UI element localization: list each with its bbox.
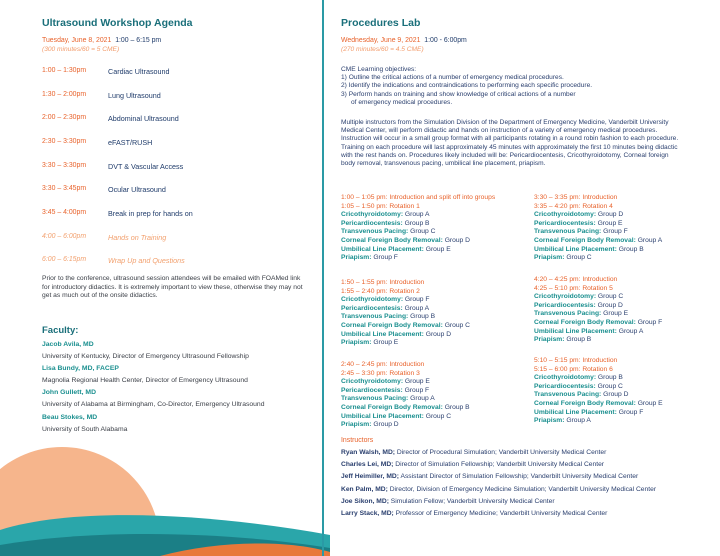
procedure-name: Priapism bbox=[341, 339, 370, 347]
procedure-name: Umbilical Line Placement bbox=[341, 330, 422, 338]
rotation-assignment: Cricothyroidotomy: Group F bbox=[341, 296, 430, 304]
procedure-name: Cricothyroidotomy bbox=[534, 211, 594, 219]
group-name: Group A bbox=[404, 211, 430, 219]
rotation-block bbox=[534, 194, 719, 263]
instructor-role: Director of Procedural Simulation; Vanderbilt University Medical Center bbox=[396, 449, 607, 456]
rotation-assignment: Corneal Foreign Body Removal: Group A bbox=[534, 236, 663, 244]
rotation-assignment: Pericardiocentesis: Group E bbox=[534, 219, 623, 227]
rotation-heading: 2:45 – 3:30 pm: Rotation 3 bbox=[341, 369, 420, 377]
instructor-role: Director of Simulation Fellowship; Vanderbilt University Medical Center bbox=[395, 461, 605, 469]
instructors-title: Instructors bbox=[341, 437, 374, 444]
instructor-row bbox=[341, 496, 716, 508]
instructor-row bbox=[341, 508, 716, 520]
rotation-assignment: Priapism: Group F bbox=[341, 254, 398, 262]
rotation-block bbox=[341, 279, 526, 348]
rotation-assignment: Cricothyroidotomy: Group A bbox=[341, 211, 430, 219]
rotation-assignment: Pericardiocentesis: Group A bbox=[341, 304, 430, 312]
schedule-time: 1:30 – 2:00pm bbox=[42, 91, 87, 98]
procedure-name: Corneal Foreign Body Removal bbox=[534, 318, 634, 326]
rotation-assignment: Transvenous Pacing: Group E bbox=[534, 310, 629, 318]
objective-3: 3) Perform hands on training and show knowledge of critical actions of a number bbox=[341, 90, 576, 98]
rotation-assignment: Transvenous Pacing: Group B bbox=[341, 313, 436, 321]
rotation-assignment: Cricothyroidotomy: Group D bbox=[534, 211, 624, 219]
procedure-name: Priapism bbox=[341, 254, 370, 262]
procedure-name: Pericardiocentesis bbox=[534, 219, 594, 227]
lab-date: Wednesday, June 9, 2021 1:00 - 6:00pm bbox=[341, 37, 467, 44]
schedule-time: 4:00 – 6:00pm bbox=[42, 233, 87, 240]
instructor-name: Jeff Heimiller, MD; bbox=[341, 473, 399, 481]
faculty-list bbox=[42, 339, 312, 436]
group-name: Group D bbox=[597, 301, 623, 309]
rotation-assignment: Transvenous Pacing: Group C bbox=[341, 228, 436, 236]
faculty-title: Faculty: bbox=[42, 325, 79, 336]
group-name: Group C bbox=[425, 412, 452, 420]
rotation-assignment: Transvenous Pacing: Group F bbox=[534, 228, 628, 236]
rotation-assignment: Priapism: Group A bbox=[534, 417, 591, 425]
rotation-block bbox=[341, 194, 526, 263]
rotation-assignment: Pericardiocentesis: Group F bbox=[341, 386, 430, 394]
schedule-title: Cardiac Ultrasound bbox=[108, 67, 170, 76]
procedure-name: Cricothyroidotomy bbox=[534, 293, 594, 301]
rotation-assignment: Cricothyroidotomy: Group E bbox=[341, 378, 430, 386]
rotation-assignment: Pericardiocentesis: Group C bbox=[534, 382, 623, 390]
procedure-name: Pericardiocentesis bbox=[534, 301, 594, 309]
rotation-block bbox=[341, 361, 526, 430]
group-name: Group A bbox=[410, 395, 435, 403]
group-name: Group B bbox=[404, 219, 430, 227]
group-name: Group E bbox=[597, 219, 623, 227]
procedure-name: Corneal Foreign Body Removal bbox=[341, 236, 441, 244]
group-name: Group A bbox=[566, 417, 591, 425]
group-name: Group C bbox=[444, 321, 470, 329]
rotation-intro: 3:30 – 3:35 pm: Introduction bbox=[534, 194, 618, 201]
instructor-row bbox=[341, 471, 716, 483]
group-name: Group D bbox=[425, 330, 452, 338]
schedule-time: 2:30 – 3:30pm bbox=[42, 138, 87, 145]
rotation-assignment: Umbilical Line Placement: Group F bbox=[534, 408, 644, 416]
rotation-assignment: Corneal Foreign Body Removal: Group C bbox=[341, 321, 470, 329]
instructor-role: Simulation Fellow; Vanderbilt University Medical Center bbox=[390, 497, 555, 505]
procedure-name: Priapism bbox=[534, 417, 563, 425]
group-name: Group D bbox=[597, 211, 624, 219]
rotation-assignment: Corneal Foreign Body Removal: Group B bbox=[341, 403, 470, 411]
group-name: Group C bbox=[410, 228, 436, 236]
procedure-name: Corneal Foreign Body Removal bbox=[341, 403, 441, 411]
group-name: Group B bbox=[410, 313, 436, 321]
group-name: Group F bbox=[404, 296, 430, 304]
procedure-name: Cricothyroidotomy bbox=[341, 211, 401, 219]
procedure-name: Umbilical Line Placement bbox=[341, 412, 422, 420]
procedure-name: Cricothyroidotomy bbox=[341, 296, 401, 304]
schedule-title: eFAST/RUSH bbox=[108, 138, 153, 147]
faculty-affiliation: University of Alabama at Birmingham, Co-Director, Emergency Ultrasound bbox=[42, 401, 265, 409]
faculty-affiliation: University of Kentucky, Director of Emergency Ultrasound Fellowship bbox=[42, 353, 249, 361]
rotation-assignment: Umbilical Line Placement: Group B bbox=[534, 245, 644, 253]
instructor-name: Charles Lei, MD; bbox=[341, 461, 394, 469]
schedule-title: Break in prep for hands on bbox=[108, 209, 193, 218]
procedure-name: Pericardiocentesis bbox=[534, 382, 594, 390]
schedule-time: 1:00 – 1:30pm bbox=[42, 67, 87, 74]
group-name: Group F bbox=[373, 254, 398, 262]
rotation-assignment: Umbilical Line Placement: Group D bbox=[341, 330, 452, 338]
procedure-name: Cricothyroidotomy bbox=[341, 378, 401, 386]
rotation-intro: 1:00 – 1:05 pm: Introduction and split off into groups bbox=[341, 194, 496, 201]
faculty-name: Jacob Avila, MD bbox=[42, 341, 94, 348]
group-name: Group B bbox=[597, 374, 623, 382]
rotation-assignment: Transvenous Pacing: Group D bbox=[534, 391, 629, 399]
rotation-heading: 1:55 – 2:40 pm: Rotation 2 bbox=[341, 287, 420, 295]
procedure-name: Umbilical Line Placement bbox=[341, 245, 422, 253]
group-name: Group D bbox=[373, 421, 399, 429]
group-name: Group C bbox=[566, 254, 592, 262]
group-name: Group B bbox=[444, 403, 470, 411]
rotation-assignment: Umbilical Line Placement: Group C bbox=[341, 412, 452, 420]
schedule-title: Ocular Ultrasound bbox=[108, 185, 166, 194]
rotation-block bbox=[534, 357, 719, 426]
rotation-assignment: Priapism: Group B bbox=[534, 336, 592, 344]
group-name: Group B bbox=[566, 336, 592, 344]
procedure-name: Corneal Foreign Body Removal bbox=[534, 399, 634, 407]
instructor-name: Ryan Walsh, MD; bbox=[341, 449, 395, 456]
procedure-name: Priapism bbox=[534, 336, 563, 344]
procedure-name: Transvenous Pacing bbox=[341, 313, 407, 321]
procedure-name: Priapism bbox=[534, 254, 563, 262]
workshop-cme-note: (300 minutes/60 = 5 CME) bbox=[42, 46, 120, 53]
schedule-time: 2:00 – 2:30pm bbox=[42, 114, 87, 121]
instructor-row bbox=[341, 484, 716, 496]
workshop-date: Tuesday, June 8, 2021 1:00 – 6:15 pm bbox=[42, 37, 162, 44]
schedule-time: 3:30 – 3:45pm bbox=[42, 185, 87, 192]
faculty-name: Lisa Bundy, MD, FACEP bbox=[42, 365, 119, 373]
faculty-name: Beau Stokes, MD bbox=[42, 413, 98, 421]
schedule-time: 3:30 – 3:30pm bbox=[42, 162, 87, 169]
group-name: Group F bbox=[603, 228, 628, 236]
faculty-name: John Gullett, MD bbox=[42, 389, 96, 397]
group-name: Group C bbox=[597, 293, 624, 301]
procedure-name: Umbilical Line Placement bbox=[534, 245, 615, 253]
procedure-name: Transvenous Pacing bbox=[534, 310, 600, 318]
group-name: Group F bbox=[404, 386, 430, 394]
workshop-title: Ultrasound Workshop Agenda bbox=[42, 17, 193, 29]
schedule-title: Wrap Up and Questions bbox=[108, 256, 185, 265]
rotation-assignment: Pericardiocentesis: Group D bbox=[534, 301, 623, 309]
rotation-intro: 5:10 – 5:15 pm: Introduction bbox=[534, 357, 618, 364]
procedure-name: Pericardiocentesis bbox=[341, 304, 401, 312]
lab-cme-note: (270 minutes/60 = 4.5 CME) bbox=[341, 46, 424, 53]
rotation-assignment: Cricothyroidotomy: Group C bbox=[534, 293, 624, 301]
rotation-assignment: Priapism: Group C bbox=[534, 254, 592, 262]
procedure-name: Umbilical Line Placement bbox=[534, 327, 615, 335]
rotation-heading: 1:05 – 1:50 pm: Rotation 1 bbox=[341, 202, 420, 210]
rotation-assignment: Umbilical Line Placement: Group E bbox=[341, 245, 451, 253]
procedure-name: Umbilical Line Placement bbox=[534, 408, 615, 416]
group-name: Group E bbox=[637, 399, 663, 407]
group-name: Group F bbox=[637, 318, 663, 326]
rotation-assignment: Umbilical Line Placement: Group A bbox=[534, 327, 644, 335]
procedure-name: Transvenous Pacing bbox=[341, 395, 407, 403]
instructor-role: Professor of Emergency Medicine; Vanderbilt University Medical Center bbox=[395, 510, 608, 518]
lab-description: Multiple instructors from the Simulation Division of the Department of Emergency Medicine, Vanderbilt University Medical Center, will perform didactic and hands on instruction of a variety of emergency medical procedures. Instruction will occur in a small group format with all participants rotating in a round robin fashion to each procedure. Training on each procedure will last approximately 45 minutes with approximately the first 10 minutes being didactic with the rest hands on. Procedures likely included will be: Pericardiocentesis, Cricothyroidotomy, Corneal foreign body removal, transvenous pacing, umbilical line placement, priapism. bbox=[341, 119, 679, 168]
rotation-assignment: Cricothyroidotomy: Group B bbox=[534, 374, 623, 382]
group-name: Group A bbox=[618, 327, 644, 335]
schedule-time: 3:45 – 4:00pm bbox=[42, 209, 87, 216]
procedure-name: Transvenous Pacing bbox=[341, 228, 407, 236]
instructor-row bbox=[341, 447, 716, 459]
instructor-role: Assistant Director of Simulation Fellowship; Vanderbilt University Medical Center bbox=[400, 473, 639, 481]
faculty-affiliation: Magnolia Regional Health Center, Director of Emergency Ultrasound bbox=[42, 377, 248, 385]
rotation-assignment: Priapism: Group E bbox=[341, 339, 399, 347]
rotation-assignment: Pericardiocentesis: Group B bbox=[341, 219, 430, 227]
rotation-assignment: Corneal Foreign Body Removal: Group D bbox=[341, 236, 470, 244]
group-name: Group C bbox=[597, 382, 623, 390]
rotation-assignment: Corneal Foreign Body Removal: Group E bbox=[534, 399, 663, 407]
procedure-name: Corneal Foreign Body Removal bbox=[341, 321, 441, 329]
group-name: Group E bbox=[404, 378, 430, 386]
rotation-block bbox=[534, 276, 719, 345]
rotation-assignment: Priapism: Group D bbox=[341, 421, 399, 429]
lab-title: Procedures Lab bbox=[341, 17, 421, 29]
schedule-title: Hands on Training bbox=[108, 233, 167, 242]
group-name: Group B bbox=[618, 245, 644, 253]
procedure-name: Priapism bbox=[341, 421, 370, 429]
procedure-name: Transvenous Pacing bbox=[534, 391, 600, 399]
instructor-name: Larry Stack, MD; bbox=[341, 510, 394, 518]
rotation-intro: 4:20 – 4:25 pm: Introduction bbox=[534, 276, 618, 283]
procedure-name: Transvenous Pacing bbox=[534, 228, 600, 236]
faculty-affiliation: University of South Alabama bbox=[42, 425, 128, 433]
schedule-title: Abdominal Ultrasound bbox=[108, 114, 179, 123]
group-name: Group E bbox=[425, 245, 451, 253]
rotation-heading: 5:15 – 6:00 pm: Rotation 6 bbox=[534, 365, 613, 373]
prior-note: Prior to the conference, ultrasound session attendees will be emailed with FOAMed link for introductory didactics. It is extremely important to view these, otherwise they may not get as much out of the onsite didactics. bbox=[42, 275, 303, 300]
rotation-intro: 1:50 – 1:55 pm: Introduction bbox=[341, 279, 425, 286]
group-name: Group A bbox=[404, 304, 430, 312]
rotation-heading: 4:25 – 5:10 pm: Rotation 5 bbox=[534, 284, 613, 292]
rotation-heading: 3:35 – 4:20 pm: Rotation 4 bbox=[534, 202, 613, 210]
group-name: Group D bbox=[603, 391, 629, 399]
procedure-name: Cricothyroidotomy bbox=[534, 374, 594, 382]
objective-4: of emergency medical procedures. bbox=[351, 98, 453, 106]
group-name: Group F bbox=[618, 408, 644, 416]
objective-2: 2) Identify the indications and contraindications to performing each specific procedure. bbox=[341, 82, 593, 90]
procedure-name: Corneal Foreign Body Removal bbox=[534, 236, 634, 244]
instructor-name: Joe Sikon, MD; bbox=[341, 497, 389, 505]
schedule-title: Lung Ultrasound bbox=[108, 91, 161, 100]
rotation-intro: 2:40 – 2:45 pm: Introduction bbox=[341, 361, 425, 368]
objective-1: 1) Outline the critical actions of a number of emergency medical procedures. bbox=[341, 74, 564, 82]
group-name: Group E bbox=[603, 310, 629, 318]
rotation-assignment: Corneal Foreign Body Removal: Group F bbox=[534, 318, 663, 326]
instructor-row bbox=[341, 459, 716, 471]
instructor-name: Ken Palm, MD; bbox=[341, 485, 388, 493]
group-name: Group E bbox=[373, 339, 399, 347]
schedule-time: 6:00 – 6:15pm bbox=[42, 256, 87, 263]
rotation-assignment: Transvenous Pacing: Group A bbox=[341, 395, 435, 403]
procedure-name: Pericardiocentesis bbox=[341, 386, 401, 394]
instructors-list bbox=[341, 447, 716, 520]
cme-heading: CME Learning objectives: bbox=[341, 66, 417, 73]
instructor-role: Director, Division of Emergency Medicine Simulation; Vanderbilt University Medical Center bbox=[389, 485, 657, 493]
group-name: Group A bbox=[637, 236, 663, 244]
procedure-name: Pericardiocentesis bbox=[341, 219, 401, 227]
schedule-title: DVT & Vascular Access bbox=[108, 162, 184, 171]
column-divider bbox=[322, 0, 324, 556]
group-name: Group D bbox=[444, 236, 470, 244]
cme-objectives bbox=[341, 66, 681, 107]
